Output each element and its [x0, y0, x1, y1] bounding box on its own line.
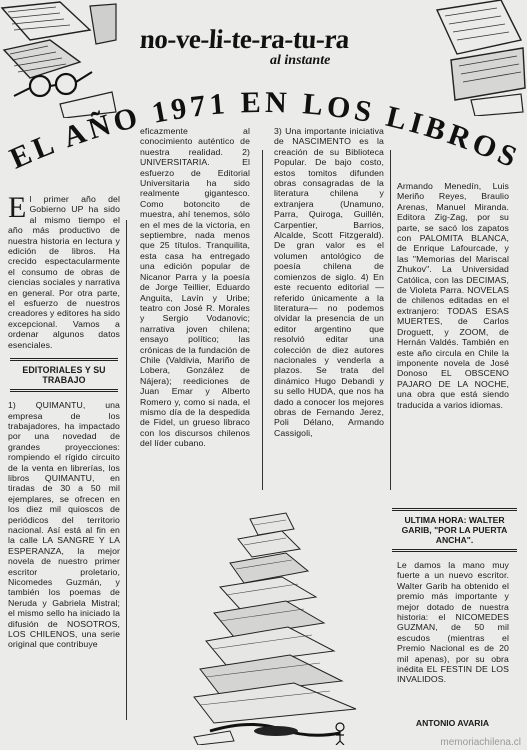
col4-text: Armando Menedín, Luis Meriño Reyes, Braulio Arenas, Manuel Miranda. Editora Zig-Zag, por su parte, se sacó los zapatos con PALOMITA BLANCA, de Enrique Lafourcade, y las "Memorias del Mariscal Zhukov". La Universidad Católica, con las DECIMAS, de Violeta Parra. NOVELAS de chilenos editadas en el extranjero: TODAS ESAS MUERTES, de Carlos Droguett, y ZOOM, de Hernán Valdés. También en este año circula en Chile la imponente novela de José Donoso EL OBSCENO PAJARO DE LA NOCHE, una obra que está siendo traducida a varios idiomas.	[397, 181, 509, 410]
drop-cap: E	[8, 191, 27, 224]
author-signature: ANTONIO AVARIA	[415, 718, 490, 728]
intro-paragraph	[8, 191, 120, 350]
watermark: memoriachilena.cl	[440, 737, 521, 748]
column-1	[8, 191, 120, 652]
col2-text: eficazmente al conocimiento auténtico de nuestra realidad. 2) UNIVERSITARIA. El esfuerzo de Editorial Universitaria ha sido realmente gigantesco. Como botoncito de muestra, ahí tenemos, sólo en el mes de la victoria, en septiembre, nada menos que 25 títulos. Tranquilita, esta casa ha entregado una edición popular de Nicanor Parra y la poesía de Jorge Teillier, Eduardo Anguita, Lavín y Uribe; teatro con José R. Morales y Sergio Vodanovic; narrativa joven chilena; ensayo político; las crónicas de la fundación de Chile (Valdivia, Mariño de Lobera, González de Nájera); reediciones de Juan Emar y Alberto Romero y, como si nada, el mismo día de la despedida de Fidel, un grueso libraco con los discursos chilenos del líder cubano.	[140, 126, 250, 449]
svg-text:EL AÑO 1971 EN LOS LIBROS	[5, 86, 525, 176]
masthead-title: no-ve-li-te-ra-tu-ra	[138, 24, 350, 54]
headline-text: EL AÑO 1971 EN LOS LIBROS	[4, 85, 525, 176]
column-5	[397, 560, 509, 687]
ultima-hora-box: ULTIMA HORA: WALTER GARIB, "POR LA PUERTA ANCHA".	[392, 508, 517, 552]
section-heading: EDITORIALES Y SU TRABAJO	[10, 358, 118, 392]
column-3	[274, 126, 384, 440]
book-pile-illustration	[190, 505, 370, 745]
headline	[0, 76, 527, 176]
col1-continued: 1) QUIMANTU, una empresa de los trabajadores, ha impactado por una novedad de grandes proyecciones: rompiendo el rígido circuito de la venta en librerías, los libros QUIMANTU, en tiradas de 30 a 50 mil ejemplares, se ofrecen en los diez mil quioscos de periódicos del territorio nacional. Así está al fin en la calle LA SANGRE Y LA ESPERANZA, la mejor novela de nuestro primer escritor proletario, Nicomedes Guzmán, y también los poemas de Neruda y Gabriela Mistral; el mismo sello ha iniciado la difusión de NOSOTROS, LOS CHILENOS, una serie original que contribuye	[8, 400, 120, 650]
col3-text: 3) Una importante iniciativa de NASCIMENTO es la creación de su Biblioteca Popular. De bajo costo, estos tomitos difunden obras consagradas de la literatura chilena y extranjera (Unamuno, Parra, Quiroga, Guillén, Carpentier, Barrios, Alcalde, Scott Fitzgerald). De gran valor es el volumen antológico de poesía chilena de comienzos de siglo. 4) En este recuento editorial —referido únicamente a la literatura— no podemos olvidar la presencia de un editor argentino que resolvió editar una colección de diez autores nacionales y venderla a plazos. Se trata del dinámico Hugo Debandi y su sello HUDA, que nos ha dado a conocer los mejores obras de Fernando Jerez, Poli Délano, Armando Cassigoli,	[274, 126, 384, 438]
masthead-subtitle: al instante	[270, 53, 331, 68]
column-rule	[262, 150, 263, 490]
intro-text: l primer año del Gobierno UP ha sido al mismo tiempo el año más productivo de nuestra historia en lectura y edición de libros. Ha crecido espectacularmente el consumo de obras de ciencias sociales y narrativa en general. Por otra parte, el esfuerzo de nuestros creadores y editores ha sido excepcional. Vamos a ordenar algunos datos esenciales.	[8, 194, 120, 350]
column-4	[397, 181, 509, 412]
column-rule	[390, 150, 391, 490]
column-rule	[126, 220, 127, 720]
column-2	[140, 126, 250, 451]
col5-text: Le damos la mano muy fuerte a un nuevo escritor. Walter Garib ha obtenido el premio más importante y mejor dotado de nuestra historia: el NICOMEDES GUZMAN, de 50 mil escudos (mientras el Premio Nacional es de 20 mil apenas), por su obra inédita EL FESTIN DE LOS INVALIDOS.	[397, 560, 509, 685]
